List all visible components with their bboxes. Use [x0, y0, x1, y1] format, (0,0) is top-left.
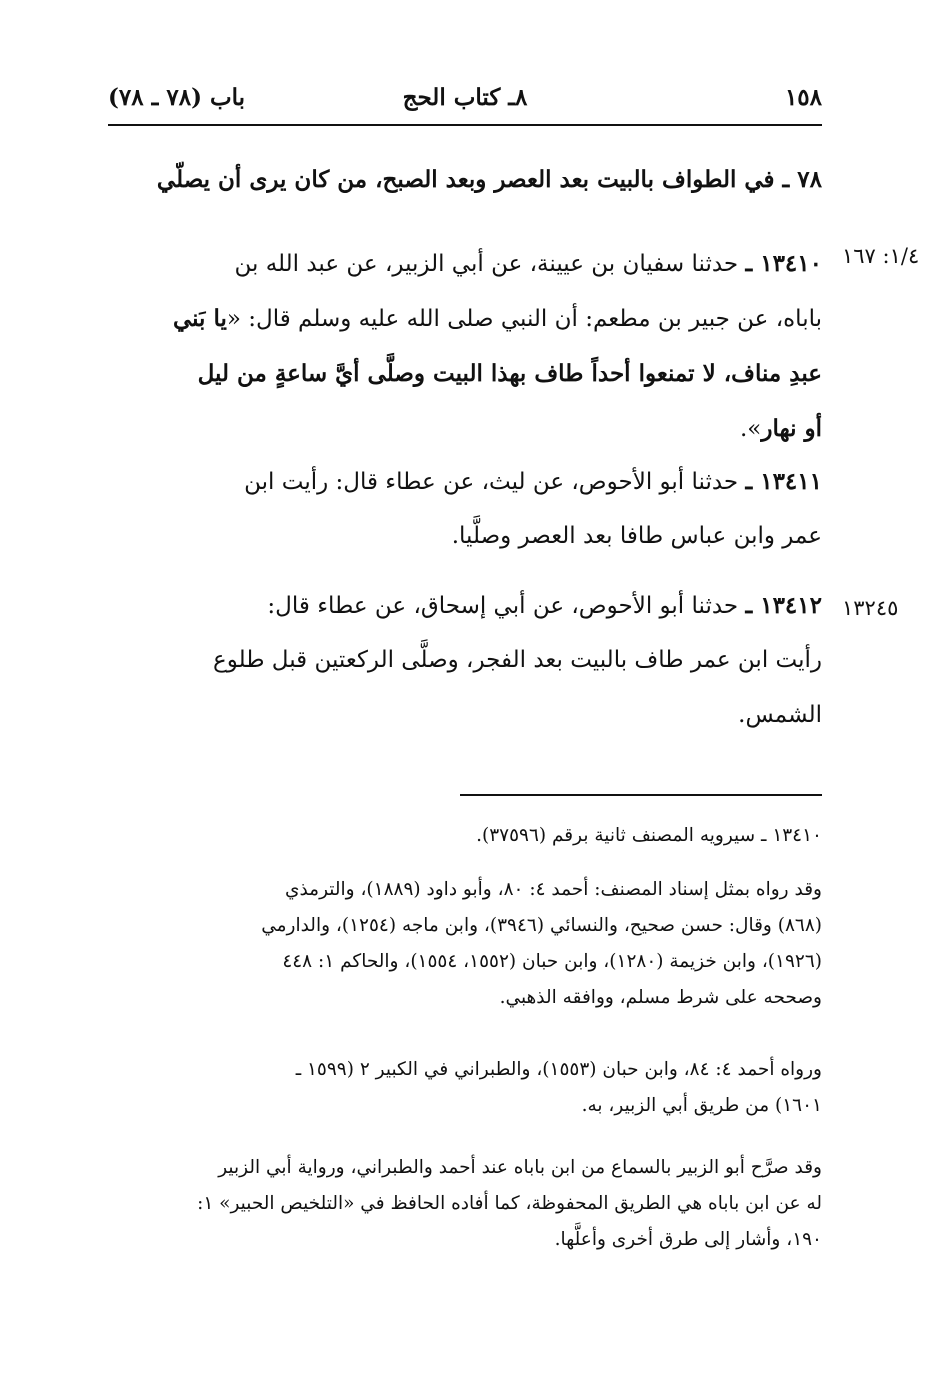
footnote-separator: [460, 794, 822, 796]
hadith-text: باباه، عن جبير بن مطعم: أن النبي صلى الله عليه وسلم قال: «: [226, 306, 822, 332]
hadith-13410: [108, 236, 822, 456]
hadith-number: ١٣٤١١ ـ: [745, 468, 822, 495]
footnote-line: له عن ابن باباه هي الطريق المحفوظة، كما أفاده الحافظ في «التلخيص الحبير» ١:: [197, 1193, 822, 1214]
hadith-line: [108, 688, 822, 743]
hadith-line: [108, 509, 822, 564]
hadith-line: [108, 578, 822, 633]
hadith-quote: عبدِ مناف، لا تمنعوا أحداً طاف بهذا البيت وصلَّى أيَّ ساعةٍ من ليل: [197, 360, 822, 387]
running-header: [108, 84, 822, 124]
hadith-number: ١٣٤١٠ ـ: [745, 250, 822, 277]
hadith-quote: يا بَني: [172, 305, 227, 332]
footnote-line: ١٣٤١٠ ـ سيرويه المصنف ثانية برقم (٣٧٥٩٦).: [476, 825, 822, 846]
hadith-text: رأيت ابن عمر طاف بالبيت بعد الفجر، وصلَّى الركعتين قبل طلوع: [212, 647, 822, 673]
hadith-quote: أو نهار: [761, 415, 822, 442]
footnote-line: (٨٦٨) وقال: حسن صحيح، والنسائي (٣٩٤٦)، وابن ماجه (١٢٥٤)، والدارمي: [261, 915, 822, 936]
footnote-line: ورواه أحمد ٤: ٨٤، وابن حبان (١٥٥٣)، والطبراني في الكبير ٢ (١٥٩٩ ـ: [295, 1059, 822, 1080]
chapter-heading: ٧٨ ـ في الطواف بالبيت بعد العصر وبعد الصبح، من كان يرى أن يصلّي: [156, 166, 822, 193]
hadith-13412: [108, 578, 822, 743]
footnote-2: [108, 872, 822, 1016]
hadith-text: ».: [739, 416, 762, 442]
book-title: ٨ـ كتاب الحج: [402, 84, 528, 111]
footnote-line: وقد صرَّح أبو الزبير بالسماع من ابن باباه عند أحمد والطبراني، ورواية أبي الزبير: [218, 1157, 822, 1178]
hadith-line: [108, 236, 822, 291]
hadith-line: [108, 454, 822, 509]
footnote-line: (١٩٢٦)، وابن خزيمة (١٢٨٠)، وابن حبان (١٥٥٢، ١٥٥٤)، والحاكم ١: ٤٤٨: [282, 951, 822, 972]
hadith-13411: [108, 454, 822, 564]
hadith-text: الشمس.: [738, 702, 822, 728]
margin-reference: ١٣٢٤٥: [842, 596, 899, 620]
footnote-3: [108, 1052, 822, 1124]
margin-reference: ١/٤: ١٦٧: [842, 244, 920, 268]
hadith-line: [108, 291, 822, 346]
hadith-number: ١٣٤١٢ ـ: [745, 592, 822, 619]
hadith-text: عمر وابن عباس طافا بعد العصر وصلَّيا.: [451, 523, 822, 549]
chapter-range: باب (٧٨ ـ ٧٨): [108, 84, 246, 111]
hadith-line: [108, 401, 822, 456]
hadith-text: حدثنا أبو الأحوص، عن أبي إسحاق، عن عطاء قال:: [267, 593, 746, 619]
footnote-line: وصححه على شرط مسلم، ووافقه الذهبي.: [499, 987, 822, 1008]
header-rule: [108, 124, 822, 126]
footnote-line: ١٦٠١) من طريق أبي الزبير، به.: [581, 1095, 822, 1116]
footnote-1: [108, 818, 822, 854]
hadith-line: [108, 633, 822, 688]
footnote-line: وقد رواه بمثل إسناد المصنف: أحمد ٤: ٨٠، وأبو داود (١٨٨٩)، والترمذي: [284, 879, 822, 900]
page-number: ١٥٨: [784, 84, 822, 111]
hadith-text: حدثنا سفيان بن عيينة، عن أبي الزبير، عن عبد الله بن: [234, 251, 746, 277]
footnote-4: [108, 1150, 822, 1258]
footnote-line: ١٩٠، وأشار إلى طرق أخرى وأعلَّها.: [554, 1229, 822, 1250]
hadith-text: حدثنا أبو الأحوص، عن ليث، عن عطاء قال: رأيت ابن: [244, 469, 746, 495]
hadith-line: [108, 346, 822, 401]
